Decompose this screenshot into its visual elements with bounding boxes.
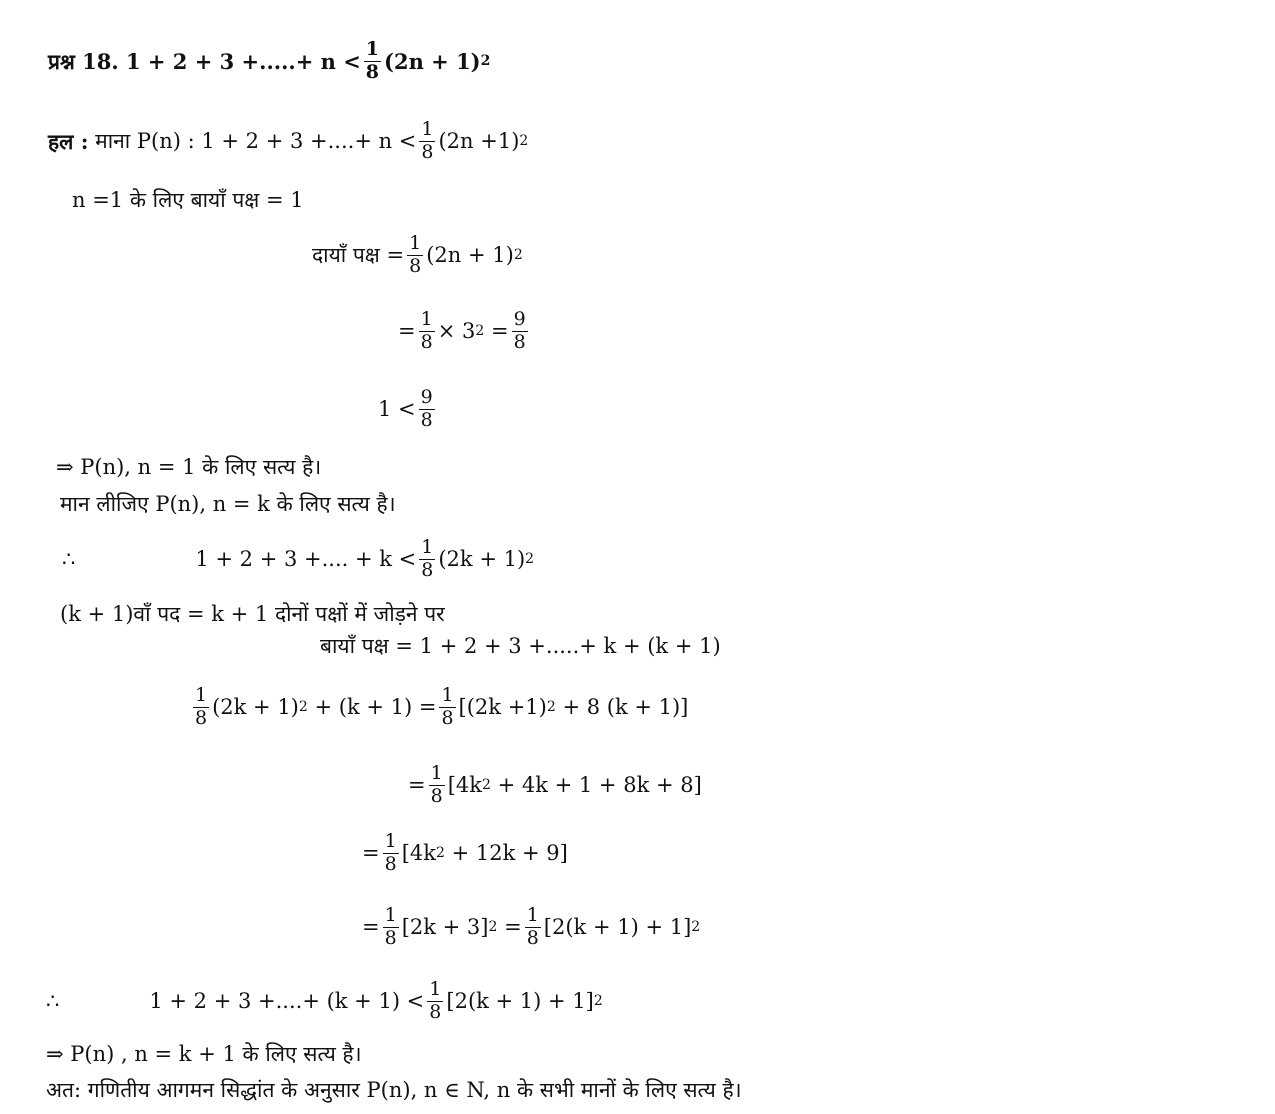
fraction-denominator: 8 <box>195 706 208 729</box>
assume-for-k <box>60 494 396 515</box>
add-term-text: (k + 1)वाँ पद = k + 1 दोनों पक्षों में जोड़ने पर <box>60 602 445 626</box>
fraction-denominator: 8 <box>421 140 434 163</box>
line1-term-e: + 8 (k + 1)] <box>562 694 689 719</box>
fraction-denominator: 8 <box>421 558 434 581</box>
true-for-k-plus-1 <box>46 1044 362 1065</box>
fraction-numerator: 9 <box>513 308 526 330</box>
fraction-denominator: 8 <box>420 408 433 431</box>
line4-fraction-2 <box>525 906 541 949</box>
equals-sign: = <box>398 318 416 343</box>
induction-left-side <box>320 636 721 657</box>
question-lhs: 1 + 2 + 3 +.....+ n < <box>125 48 361 74</box>
fraction-denominator: 8 <box>526 926 539 949</box>
equals-sign: = <box>408 772 426 797</box>
question-rhs: (2n + 1) <box>384 48 481 74</box>
base-case-inequality <box>378 388 438 431</box>
line1-fraction-2 <box>439 686 455 729</box>
line4-term-a: [2k + 3] <box>401 914 489 939</box>
conclusion-rhs: [2(k + 1) + 1] <box>446 988 594 1013</box>
fraction-numerator: 1 <box>384 830 397 852</box>
base-case-right: दायाँ पक्ष = $\frac{1}{8}$ (2n + 1) 2 <box>312 232 523 277</box>
solution-intro: माना P(n) : 1 + 2 + 3 +....+ n < <box>95 128 417 153</box>
step2-fraction <box>419 310 435 353</box>
line2-term-a: [4k <box>447 772 482 797</box>
fraction-denominator: 8 <box>365 60 380 83</box>
true-for-k-plus-1-text: ⇒ P(n) , n = k + 1 के लिए सत्य है। <box>46 1042 362 1066</box>
fraction-denominator: 8 <box>384 852 397 875</box>
line2-term-b: + 4k + 1 + 8k + 8] <box>497 772 702 797</box>
fraction-numerator: 1 <box>430 762 443 784</box>
fraction-numerator: 1 <box>195 684 208 706</box>
induction-left-side-text: बायाँ पक्ष = 1 + 2 + 3 +.....+ k + (k + 1) <box>320 634 721 658</box>
fraction-denominator: 8 <box>430 784 443 807</box>
derivation-line-1: $\frac{1}{8}$ (2k + 1) 2 + (k + 1) = $\frac{1}{8}$ [(2k +1) 2 + 8 (k + 1)] <box>195 684 689 729</box>
derivation-line-2: = $\frac{1}{8}$ [4k 2 + 4k + 1 + 8k + 8] <box>408 762 702 807</box>
derivation-line-4: = $\frac{1}{8}$ [2k + 3] 2 = $\frac{1}{8}$ [2(k + 1) + 1] 2 <box>362 904 701 949</box>
final-conclusion <box>46 1080 742 1101</box>
equals-sign: = <box>504 914 522 939</box>
fraction-numerator: 9 <box>420 386 433 408</box>
add-term-line <box>60 604 445 625</box>
step2-result-fraction <box>512 310 528 353</box>
fraction-numerator: 1 <box>421 536 434 558</box>
line2-fraction <box>429 764 445 807</box>
true-for-one-text: ⇒ P(n), n = 1 के लिए सत्य है। <box>56 455 322 479</box>
final-conclusion-text: अत: गणितीय आगमन सिद्धांत के अनुसार P(n), n ∈ N, n के सभी मानों के लिए सत्य है। <box>46 1078 742 1102</box>
right-side-label: दायाँ पक्ष = <box>312 242 405 267</box>
fraction-denominator: 8 <box>513 330 526 353</box>
line4-term-b: [2(k + 1) + 1] <box>543 914 692 939</box>
hypothesis-fraction <box>419 538 435 581</box>
hypothesis-line: ∴ 1 + 2 + 3 +.... + k < $\frac{1}{8}$ (2k + 1) 2 <box>62 536 535 581</box>
base-case-left-text: n =1 के लिए बायाँ पक्ष = 1 <box>72 188 304 212</box>
assume-for-k-text: मान लीजिए P(n), n = k के लिए सत्य है। <box>60 492 396 516</box>
solution-line: हल : माना P(n) : 1 + 2 + 3 +....+ n < $\frac{1}{8}$ (2n +1) 2 <box>48 118 529 163</box>
line1-term-d: [(2k +1) <box>458 694 547 719</box>
fraction-numerator: 1 <box>441 684 454 706</box>
fraction-numerator: 1 <box>429 978 442 1000</box>
equals-sign: = <box>362 914 380 939</box>
question-label: प्रश्न 18. <box>48 48 119 74</box>
therefore-symbol: ∴ <box>46 988 60 1013</box>
fraction-denominator: 8 <box>441 706 454 729</box>
equals-sign: = <box>362 840 380 865</box>
fraction-denominator: 8 <box>420 330 433 353</box>
conclusion-fraction <box>427 980 443 1023</box>
line1-fraction <box>193 686 209 729</box>
fraction-numerator: 1 <box>421 118 434 140</box>
question-fraction <box>364 40 381 83</box>
step2-mid: × 3 <box>437 318 476 343</box>
right-side-fraction <box>407 234 423 277</box>
base-case-left <box>72 190 304 211</box>
fraction-numerator: 1 <box>365 38 380 60</box>
hypothesis-lhs: 1 + 2 + 3 +.... + k < <box>195 546 417 571</box>
line3-fraction <box>383 832 399 875</box>
line3-term-a: [4k <box>401 840 436 865</box>
fraction-numerator: 1 <box>384 904 397 926</box>
fraction-numerator: 1 <box>409 232 422 254</box>
fraction-denominator: 8 <box>429 1000 442 1023</box>
question-line: प्रश्न 18. 1 + 2 + 3 +.....+ n < $\frac{1}{8}$ (2n + 1) 2 <box>48 38 491 83</box>
line3-term-b: + 12k + 9] <box>451 840 568 865</box>
fraction-numerator: 1 <box>526 904 539 926</box>
line1-term-b: + (k + 1) = <box>314 694 437 719</box>
line4-fraction <box>383 906 399 949</box>
inequality-lhs: 1 < <box>378 396 416 421</box>
solution-rhs: (2n +1) <box>438 128 520 153</box>
base-case-step2: = $\frac{1}{8}$ × 3 2 = $\frac{9}{8}$ <box>398 308 526 353</box>
fraction-denominator: 8 <box>384 926 397 949</box>
therefore-symbol: ∴ <box>62 546 76 571</box>
equals-sign: = <box>490 318 509 343</box>
conclusion-lhs: 1 + 2 + 3 +....+ (k + 1) < <box>149 988 425 1013</box>
solution-fraction <box>419 120 435 163</box>
derivation-line-3: = $\frac{1}{8}$ [4k 2 + 12k + 9] <box>362 830 568 875</box>
fraction-denominator: 8 <box>409 254 422 277</box>
line1-term-a: (2k + 1) <box>212 694 299 719</box>
right-side-expr: (2n + 1) <box>426 242 514 267</box>
conclusion-inequality: ∴ 1 + 2 + 3 +....+ (k + 1) < $\frac{1}{8}$ [2(k + 1) + 1] 2 <box>46 978 603 1023</box>
fraction-numerator: 1 <box>420 308 433 330</box>
solution-label: हल : <box>48 128 89 154</box>
true-for-one <box>56 457 321 478</box>
hypothesis-rhs: (2k + 1) <box>438 546 526 571</box>
inequality-fraction <box>419 388 435 431</box>
